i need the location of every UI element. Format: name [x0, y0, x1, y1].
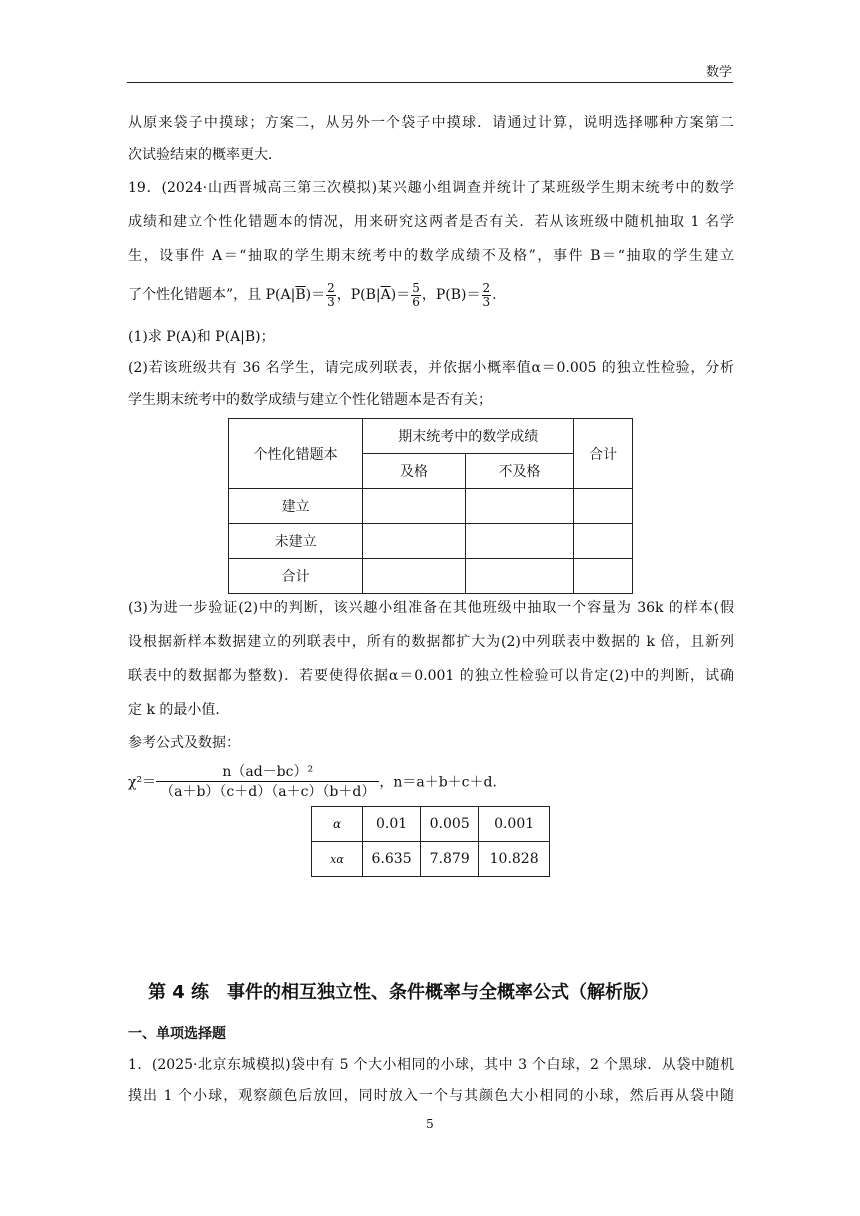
a-complement: $\overline{A}$: [380, 287, 391, 303]
table-row: [229, 524, 633, 559]
blank-cell: [363, 489, 465, 524]
formula-fraction: [156, 763, 379, 802]
intro-line-2: 次试验结束的概率更大．: [128, 147, 282, 163]
formula-tail: ，n＝a＋b＋c＋d.: [379, 774, 497, 791]
blank-cell: [465, 524, 573, 559]
q19-eq1: )＝: [305, 287, 326, 303]
blank-cell: [574, 489, 633, 524]
q19-part-2-line-1: (2)若该班级共有 36 名学生，请完成列联表，并依据小概率值α＝0.005 的独立性检验，分析: [128, 360, 734, 376]
q19-end: .: [492, 287, 497, 303]
alpha-value: 0.005: [421, 807, 479, 842]
q1-line-1: 1．(2025·北京东城模拟)袋中有 5 个大小相同的小球，其中 3 个白球，2 个黑球．从袋中随机: [128, 1057, 734, 1073]
formula-lhs: χ²＝: [128, 774, 157, 791]
x-alpha-label: xα: [312, 842, 363, 877]
blank-cell: [363, 559, 465, 594]
q19-line4-prefix: 了个性化错题本”，且 P(A|: [128, 287, 296, 303]
blank-cell: [363, 524, 465, 559]
q19-part-3-line-2: 设根据新样本数据建立的列联表中，所有的数据都扩大为(2)中列联表中数据的 k 倍，且新列: [128, 634, 734, 650]
row-label: 未建立: [229, 524, 363, 559]
critical-value-table: [311, 806, 550, 877]
q19-mid2: ，P(B)＝: [421, 287, 481, 303]
blank-cell: [465, 559, 573, 594]
contingency-table: [228, 418, 633, 594]
subject-label: 数学: [705, 65, 732, 80]
q19-part-2-line-2: 学生期末统考中的数学成绩与建立个性化错题本是否有关；: [128, 392, 492, 408]
fraction-3: $\frac{2}{3}$: [482, 280, 491, 309]
chi-square-formula: [128, 763, 497, 802]
blank-cell: [574, 559, 633, 594]
q19-line-2: 成绩和建立个性化错题本的情况，用来研究这两者是否有关．若从该班级中随机抽取 1 名学: [128, 214, 734, 230]
q19-line-4: [128, 280, 497, 310]
table-row: [229, 489, 633, 524]
intro-line-1: 从原来袋子中摸球；方案二，从另外一个袋子中摸球．请通过计算，说明选择哪种方案第二: [128, 115, 734, 131]
blank-cell: [465, 489, 573, 524]
q19-mid1: ，P(B|: [336, 287, 381, 303]
col-pass: 及格: [363, 454, 465, 489]
alpha-value: 0.001: [479, 807, 550, 842]
reference-title: 参考公式及数据：: [128, 735, 240, 751]
q1-line-2: 摸出 1 个小球，观察颜色后放回，同时放入一个与其颜色大小相同的小球，然后再从袋中随: [128, 1088, 734, 1104]
b-complement: $\overline{B}$: [295, 287, 306, 303]
critical-value: 6.635: [363, 842, 421, 877]
section-subtitle: 一、单项选择题: [128, 1026, 226, 1042]
q19-line-3: 生，设事件 A＝“抽取的学生期末统考中的数学成绩不及格”，事件 B＝“抽取的学生建立: [128, 248, 734, 264]
fraction-2: $\frac{5}{6}$: [412, 280, 420, 309]
fraction-1: $\frac{2}{3}$: [327, 280, 335, 309]
table-row: [312, 807, 550, 842]
formula-denominator: （a＋b）（c＋d）（a＋c）（b＋d）: [160, 784, 376, 800]
blank-cell: [574, 524, 633, 559]
table-row: [229, 559, 633, 594]
q19-part-3-line-4: 定 k 的最小值．: [128, 702, 230, 718]
critical-value: 7.879: [421, 842, 479, 877]
table-row: [312, 842, 550, 877]
row-label: 合计: [229, 559, 363, 594]
page-number: 5: [426, 1117, 434, 1131]
row-label: 建立: [229, 489, 363, 524]
table-corner: 个性化错题本: [229, 419, 363, 489]
alpha-value: 0.01: [363, 807, 421, 842]
q19-part-3-line-3: 联表中的数据都为整数)．若要使得依据α＝0.001 的独立性检验可以肯定(2)中的判断，试确: [128, 668, 734, 684]
critical-value: 10.828: [479, 842, 550, 877]
group-header: 期末统考中的数学成绩: [363, 419, 574, 454]
col-fail: 不及格: [465, 454, 573, 489]
header-rule: [127, 82, 733, 83]
q19-part-3-line-1: (3)为进一步验证(2)中的判断，该兴趣小组准备在其他班级中抽取一个容量为 36k 的样本(假: [128, 600, 734, 616]
alpha-label: α: [312, 807, 363, 842]
formula-numerator: n（ad－bc）²: [156, 763, 379, 782]
section-title: 第 4 练 事件的相互独立性、条件概率与全概率公式（解析版）: [148, 982, 660, 1003]
q19-eq2: )＝: [390, 287, 411, 303]
q19-line-1: 19．(2024·山西晋城高三第三次模拟)某兴趣小组调查并统计了某班级学生期末统考中的数学: [128, 180, 734, 196]
total-header: 合计: [574, 419, 633, 489]
q19-part-1: (1)求 P(A)和 P(A|B)；: [128, 329, 275, 345]
